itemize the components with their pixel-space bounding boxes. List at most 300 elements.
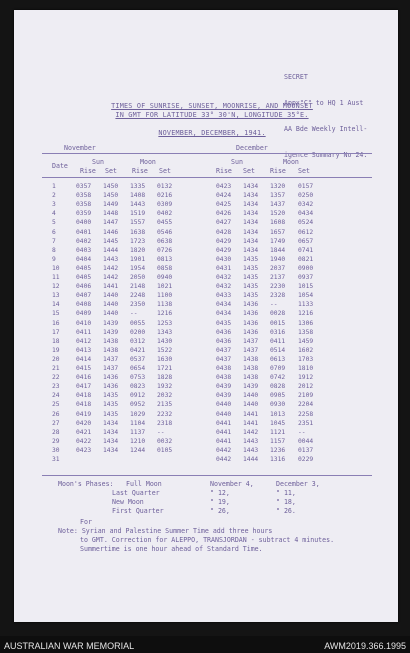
nov-moonrise-cell: 0654 (130, 365, 146, 372)
phase-december: December 3, (276, 480, 320, 488)
nov-moonrise-cell: 1335 (130, 183, 146, 190)
dec-moonset-cell: 1602 (298, 346, 314, 354)
dec-sunset-cell: 1438 (243, 355, 259, 363)
date-cell: 17 (52, 328, 60, 336)
date-cell: 18 (52, 337, 60, 345)
table-row (14, 410, 398, 419)
dec-moonset-cell: 1810 (298, 365, 314, 372)
dec-moonset-cell: 0044 (298, 437, 314, 445)
nov-sunrise-cell: 0419 (76, 410, 92, 418)
dec-sunset-cell: 1437 (243, 337, 259, 345)
nov-sun-rise-header: Rise (80, 167, 96, 175)
dec-sunset-cell: 1435 (243, 274, 259, 281)
dec-sunrise-cell: 0440 (216, 401, 232, 409)
dec-moonrise-cell: 0709 (270, 365, 286, 372)
nov-moonrise-cell: 0753 (130, 374, 146, 382)
dec-sunset-cell: 1444 (243, 456, 259, 463)
date-cell: 15 (52, 310, 60, 318)
dec-sunset-cell: 1434 (243, 192, 259, 200)
nov-moonrise-cell: 1638 (130, 228, 146, 236)
nov-sunset-cell: 1434 (103, 437, 119, 445)
nov-sunrise-cell: 0400 (76, 219, 92, 227)
table-row (14, 191, 398, 200)
nov-moonset-cell: 0132 (157, 183, 173, 190)
nov-moonrise-cell: 0312 (130, 337, 146, 345)
nov-sunset-cell: 1440 (103, 310, 119, 318)
table-row (14, 373, 398, 382)
phase-november: " 26, (210, 507, 230, 515)
dec-sunrise-cell: 0437 (216, 355, 232, 363)
dec-sunrise-cell: 0432 (216, 283, 232, 291)
dec-sunset-cell: 1438 (243, 374, 259, 382)
phase-november: November 4, (210, 480, 254, 488)
date-cell: 10 (52, 264, 60, 272)
table-row (14, 300, 398, 309)
nov-moonrise-cell: 2050 (130, 274, 146, 281)
nov-moonrise-cell: 1901 (130, 255, 146, 263)
dec-moonrise-cell: 0905 (270, 392, 286, 400)
dec-sunrise-cell: 0429 (216, 237, 232, 245)
nov-sunrise-cell: 0404 (76, 255, 92, 263)
nov-moonrise-cell: 0823 (130, 383, 146, 391)
dec-sunset-cell: 1438 (243, 365, 259, 372)
date-cell: 25 (52, 401, 60, 409)
dec-sunrise-cell: 0434 (216, 310, 232, 318)
nov-sunset-cell: 1444 (103, 246, 119, 254)
date-cell: 8 (52, 246, 56, 254)
dec-moonset-cell: 1054 (298, 292, 314, 300)
date-cell: 20 (52, 355, 60, 363)
dec-sunrise-cell: 0433 (216, 292, 232, 300)
dec-moonset-cell: 1912 (298, 374, 314, 382)
dec-moonrise-cell: 2037 (270, 264, 286, 272)
dec-sunrise-cell: 0440 (216, 410, 232, 418)
dec-moonrise-cell: 0028 (270, 310, 286, 318)
dec-sun-set-header: Set (243, 167, 255, 175)
dec-sunrise-cell: 0441 (216, 419, 232, 427)
dec-moonrise-cell: 2230 (270, 283, 286, 291)
nov-moonrise-cell: 1408 (130, 192, 146, 200)
dec-moonset-cell: 0741 (298, 246, 314, 254)
dec-sunrise-cell: 0436 (216, 337, 232, 345)
nov-moonrise-cell: 0912 (130, 392, 146, 400)
nov-sunrise-cell: 0420 (76, 419, 92, 427)
dec-moonset-cell: 0229 (298, 456, 314, 463)
phase-november: " 19, (210, 498, 230, 506)
dec-moonset-cell: 2204 (298, 401, 314, 409)
dec-sunrise-cell: 0439 (216, 383, 232, 391)
dec-sunrise-cell: 0442 (216, 456, 232, 463)
nov-sunset-cell: 1434 (103, 419, 119, 427)
dec-moonrise-cell: 1608 (270, 219, 286, 227)
nov-sunset-cell: 1435 (103, 401, 119, 409)
date-cell: 23 (52, 383, 60, 391)
nov-sunset-cell: 1440 (103, 301, 119, 309)
date-cell: 11 (52, 274, 60, 281)
dec-moonrise-cell: 1844 (270, 246, 286, 254)
dec-sunset-cell: 1436 (243, 301, 259, 309)
nov-moonrise-cell: 1244 (130, 446, 146, 454)
nov-moonset-cell: 0032 (157, 437, 173, 445)
dec-sunset-cell: 1441 (243, 419, 259, 427)
nov-moonset-cell: -- (157, 428, 165, 436)
header-rule-bottom (42, 177, 372, 178)
dec-moon-rise-header: Rise (270, 167, 286, 175)
nov-moonset-cell: 1630 (157, 355, 173, 363)
dec-sunrise-cell: 0441 (216, 437, 232, 445)
phase-name: New Moon (112, 498, 144, 506)
table-row (14, 264, 398, 273)
dec-moonrise-cell: 1045 (270, 419, 286, 427)
nov-sunset-cell: 1439 (103, 328, 119, 336)
nov-moon-set-header: Set (159, 167, 171, 175)
date-cell: 24 (52, 392, 60, 400)
dec-sunrise-cell: 0441 (216, 428, 232, 436)
nov-moonset-cell: 0813 (157, 255, 173, 263)
nov-moonrise-cell: 1954 (130, 264, 146, 272)
note-line-2: to GMT. Correction for ALEPPO, TRANSJORDAN - subtract 4 minutes. (80, 536, 335, 544)
nov-sunrise-cell: 0409 (76, 310, 92, 318)
nov-sunrise-cell: 0416 (76, 374, 92, 382)
dec-moonrise-cell: 1236 (270, 446, 286, 454)
dec-sunset-cell: 1436 (243, 310, 259, 318)
nov-moonrise-cell: 1137 (130, 428, 146, 436)
dec-moonset-cell: 2258 (298, 410, 314, 418)
nov-sunrise-cell: 0410 (76, 319, 92, 327)
dec-moonrise-cell: 0411 (270, 337, 286, 345)
dec-sunrise-cell: 0427 (216, 219, 232, 227)
nov-sunrise-cell: 0407 (76, 292, 92, 300)
dec-sunrise-cell: 0424 (216, 192, 232, 200)
nov-moonset-cell: 1138 (157, 301, 173, 309)
nov-moonset-cell: 2232 (157, 410, 173, 418)
date-cell: 19 (52, 346, 60, 354)
dec-sunset-cell: 1434 (243, 210, 259, 218)
note-line-3: Summertime is one hour ahead of Standard Time. (80, 545, 263, 553)
nov-sunrise-cell: 0417 (76, 383, 92, 391)
dec-sunset-cell: 1440 (243, 392, 259, 400)
nov-sunrise-cell: 0402 (76, 237, 92, 245)
nov-sunrise-cell: 0422 (76, 437, 92, 445)
dec-moonrise-cell: 1657 (270, 228, 286, 236)
date-cell: 14 (52, 301, 60, 309)
archive-accession-number: AWM2019.366.1995 (324, 641, 406, 651)
nov-moonrise-cell: 1104 (130, 419, 146, 427)
dec-moonrise-cell: 0930 (270, 401, 286, 409)
dec-sunrise-cell: 0439 (216, 392, 232, 400)
table-row (14, 182, 398, 191)
nov-moonrise-cell: 2350 (130, 301, 146, 309)
nov-moon-header: Moon (140, 158, 156, 166)
dec-sunset-cell: 1442 (243, 428, 259, 436)
nov-sunrise-cell: 0406 (76, 283, 92, 291)
nov-sunset-cell: 1437 (103, 365, 119, 372)
nov-sunset-cell: 1435 (103, 410, 119, 418)
dec-moonrise-cell: 0316 (270, 328, 286, 336)
nov-moonrise-cell: 1210 (130, 437, 146, 445)
dec-moonset-cell: 1358 (298, 328, 314, 336)
nov-moonrise-cell: 0952 (130, 401, 146, 409)
dec-moonset-cell: 0434 (298, 210, 314, 218)
dec-sunrise-cell: 0432 (216, 274, 232, 281)
table-row (14, 200, 398, 209)
nov-sunrise-cell: 0413 (76, 346, 92, 354)
nov-sunset-cell: 1447 (103, 219, 119, 227)
dec-moonset-cell: 0900 (298, 264, 314, 272)
nov-sunset-cell: 1450 (103, 183, 119, 190)
dec-sunset-cell: 1434 (243, 201, 259, 209)
archive-name: AUSTRALIAN WAR MEMORIAL (4, 641, 135, 651)
nov-sunset-cell: 1448 (103, 210, 119, 218)
nov-moonset-cell: 0216 (157, 192, 173, 200)
dec-moonset-cell: 0250 (298, 192, 314, 200)
note-line-1: Note: Syrian and Palestine Summer Time add three hours (58, 527, 273, 535)
dec-sunset-cell: 1434 (243, 228, 259, 236)
nov-moonset-cell: 0402 (157, 210, 173, 218)
dec-sunset-cell: 1440 (243, 401, 259, 409)
nov-sunrise-cell: 0411 (76, 328, 92, 336)
date-col-header: Date (52, 162, 68, 170)
nov-sunset-cell: 1436 (103, 374, 119, 382)
nov-moonset-cell: 1932 (157, 383, 173, 391)
dec-moonset-cell: 1133 (298, 301, 314, 309)
nov-moonrise-cell: 0537 (130, 355, 146, 363)
dec-sunset-cell: 1443 (243, 446, 259, 454)
nov-moonrise-cell: 2148 (130, 283, 146, 291)
nov-moonset-cell: 0940 (157, 274, 173, 281)
nov-moonset-cell: 1522 (157, 346, 173, 354)
date-cell: 21 (52, 365, 60, 372)
nov-sunset-cell: 1441 (103, 283, 119, 291)
nov-moonrise-cell: 0055 (130, 319, 146, 327)
dec-moonrise-cell: 1940 (270, 255, 286, 263)
dec-sunset-cell: 1436 (243, 319, 259, 327)
date-cell: 5 (52, 219, 56, 227)
nov-sunset-cell: 1446 (103, 228, 119, 236)
dec-sunrise-cell: 0436 (216, 328, 232, 336)
dec-sunrise-cell: 0434 (216, 301, 232, 309)
nov-sunset-cell: 1436 (103, 383, 119, 391)
dec-moonrise-cell: 0613 (270, 355, 286, 363)
date-cell: 13 (52, 292, 60, 300)
dec-moonset-cell: 1459 (298, 337, 314, 345)
nov-sunrise-cell: 0358 (76, 192, 92, 200)
nov-moonset-cell: 1430 (157, 337, 173, 345)
table-row (14, 391, 398, 400)
nov-moonrise-cell: 0421 (130, 346, 146, 354)
nov-moonset-cell: 1253 (157, 319, 173, 327)
table-title-line1: TIMES OF SUNRISE, SUNSET, MOONRISE, AND MOONSET (111, 102, 313, 110)
nov-moonset-cell: 1100 (157, 292, 173, 300)
table-row (14, 237, 398, 246)
table-row (14, 246, 398, 255)
archive-footer-bar (0, 636, 410, 653)
summary-ref-line2: AA Bde Weekly Intell- (284, 124, 368, 133)
dec-sunrise-cell: 0442 (216, 446, 232, 454)
table-row (14, 400, 398, 409)
date-cell: 2 (52, 192, 56, 200)
dec-moonset-cell: 0342 (298, 201, 314, 209)
dec-sunset-cell: 1435 (243, 292, 259, 300)
month-header-december: December (236, 144, 268, 152)
dec-sunrise-cell: 0428 (216, 228, 232, 236)
dec-moonset-cell: 2351 (298, 419, 314, 427)
nov-sunset-cell: 1438 (103, 346, 119, 354)
date-cell: 26 (52, 410, 60, 418)
nov-sunrise-cell: 0418 (76, 392, 92, 400)
dec-moon-header: Moon (283, 158, 299, 166)
nov-moonset-cell: 1343 (157, 328, 173, 336)
phase-november: " 12, (210, 489, 230, 497)
dec-moonrise-cell: 1357 (270, 192, 286, 200)
date-cell: 12 (52, 283, 60, 291)
dec-sunrise-cell: 0431 (216, 264, 232, 272)
table-row (14, 319, 398, 328)
nov-sun-header: Sun (92, 158, 104, 166)
nov-moonset-cell: 0546 (157, 228, 173, 236)
nov-moonset-cell: 0726 (157, 246, 173, 254)
nov-sunrise-cell: 0357 (76, 183, 92, 190)
table-title-line2: IN GMT FOR LATITUDE 33° 30'N, LONGITUDE 35°E. (115, 111, 309, 119)
dec-moonset-cell: -- (298, 428, 306, 436)
date-cell: 29 (52, 437, 60, 445)
nov-sunrise-cell: 0421 (76, 428, 92, 436)
dec-moonset-cell: 0157 (298, 183, 314, 190)
moon-phases-label: Moon's Phases: (58, 480, 114, 488)
nov-sunset-cell: 1434 (103, 446, 119, 454)
table-row (14, 328, 398, 337)
table-row (14, 446, 398, 455)
dec-moonrise-cell: 1437 (270, 201, 286, 209)
nov-moonrise-cell: -- (130, 310, 138, 318)
nov-sunrise-cell: 0418 (76, 401, 92, 409)
nov-sunset-cell: 1439 (103, 319, 119, 327)
table-row (14, 218, 398, 227)
nov-sunset-cell: 1437 (103, 355, 119, 363)
dec-moonset-cell: 2109 (298, 392, 314, 400)
dec-sunset-cell: 1435 (243, 264, 259, 272)
table-row (14, 309, 398, 318)
nov-moonset-cell: 2318 (157, 419, 173, 427)
nov-sunset-cell: 1440 (103, 292, 119, 300)
month-header-november: November (64, 144, 96, 152)
dec-sunset-cell: 1437 (243, 346, 259, 354)
nov-sunset-cell: 1449 (103, 201, 119, 209)
dec-sunrise-cell: 0438 (216, 374, 232, 382)
dec-moonset-cell: 0657 (298, 237, 314, 245)
nov-moonset-cell: 2135 (157, 401, 173, 409)
dec-sunrise-cell: 0430 (216, 255, 232, 263)
dec-sunset-cell: 1439 (243, 383, 259, 391)
dec-sunrise-cell: 0435 (216, 319, 232, 327)
table-row (14, 355, 398, 364)
dec-sunrise-cell: 0425 (216, 201, 232, 209)
phase-name: Last Quarter (112, 489, 160, 497)
dec-moonrise-cell: 2137 (270, 274, 286, 281)
phase-december: " 26. (276, 507, 296, 515)
date-cell: 3 (52, 201, 56, 209)
dec-moonrise-cell: -- (270, 301, 278, 309)
dec-moonset-cell: 2012 (298, 383, 314, 391)
date-cell: 30 (52, 446, 60, 454)
nov-moonset-cell: 0455 (157, 219, 173, 227)
dec-moonrise-cell: 0828 (270, 383, 286, 391)
dec-sunrise-cell: 0426 (216, 210, 232, 218)
dec-moonrise-cell: 1157 (270, 437, 286, 445)
nov-moonrise-cell: 1723 (130, 237, 146, 245)
table-row (14, 228, 398, 237)
phase-name: First Quarter (112, 507, 164, 515)
phase-december: " 11, (276, 489, 296, 497)
table-row (14, 428, 398, 437)
table-row (14, 346, 398, 355)
dec-moonrise-cell: 1520 (270, 210, 286, 218)
dec-sunset-cell: 1434 (243, 246, 259, 254)
dec-moonset-cell: 0612 (298, 228, 314, 236)
nov-moonrise-cell: 1557 (130, 219, 146, 227)
dec-sun-header: Sun (231, 158, 243, 166)
dec-sunrise-cell: 0437 (216, 346, 232, 354)
dec-moon-set-header: Set (298, 167, 310, 175)
nov-sunset-cell: 1450 (103, 192, 119, 200)
nov-moonrise-cell: 0200 (130, 328, 146, 336)
dec-sunset-cell: 1435 (243, 255, 259, 263)
nov-sunrise-cell: 0415 (76, 365, 92, 372)
nov-moonrise-cell: 1519 (130, 210, 146, 218)
dec-moonset-cell: 1216 (298, 310, 314, 318)
table-row (14, 437, 398, 446)
nov-moonset-cell: 1021 (157, 283, 173, 291)
header-rule-top (42, 153, 372, 154)
table-row (14, 273, 398, 282)
dec-sunrise-cell: 0423 (216, 183, 232, 190)
dec-sunset-cell: 1436 (243, 328, 259, 336)
dec-sunset-cell: 1434 (243, 237, 259, 245)
nov-sunset-cell: 1438 (103, 337, 119, 345)
dec-sunrise-cell: 0429 (216, 246, 232, 254)
date-cell: 27 (52, 419, 60, 427)
nov-sunset-cell: 1442 (103, 264, 119, 272)
nov-sunset-cell: 1443 (103, 255, 119, 263)
note-for: For (80, 518, 92, 526)
dec-moonset-cell: 0137 (298, 446, 314, 454)
table-row (14, 364, 398, 373)
table-row (14, 382, 398, 391)
table-row (14, 337, 398, 346)
date-cell: 28 (52, 428, 60, 436)
nov-sunrise-cell: 0403 (76, 246, 92, 254)
nov-moonset-cell: 1216 (157, 310, 173, 318)
table-row (14, 455, 398, 464)
table-rule-bottom (42, 475, 372, 476)
dec-sunset-cell: 1434 (243, 219, 259, 227)
nov-sunrise-cell: 0408 (76, 301, 92, 309)
dec-sunset-cell: 1443 (243, 437, 259, 445)
dec-sun-rise-header: Rise (216, 167, 232, 175)
nov-moonset-cell: 0105 (157, 446, 173, 454)
dec-moonset-cell: 0937 (298, 274, 314, 281)
dec-sunset-cell: 1434 (243, 183, 259, 190)
nov-sunset-cell: 1435 (103, 392, 119, 400)
phase-name: Full Moon (126, 480, 162, 488)
dec-moonrise-cell: 1013 (270, 410, 286, 418)
nov-moonrise-cell: 1443 (130, 201, 146, 209)
dec-moonrise-cell: 0514 (270, 346, 286, 354)
summary-ref-line3: igence Summary No 24. (284, 150, 368, 159)
nov-sunset-cell: 1434 (103, 428, 119, 436)
dec-moonset-cell: 1703 (298, 355, 314, 363)
nov-moonset-cell: 1721 (157, 365, 173, 372)
